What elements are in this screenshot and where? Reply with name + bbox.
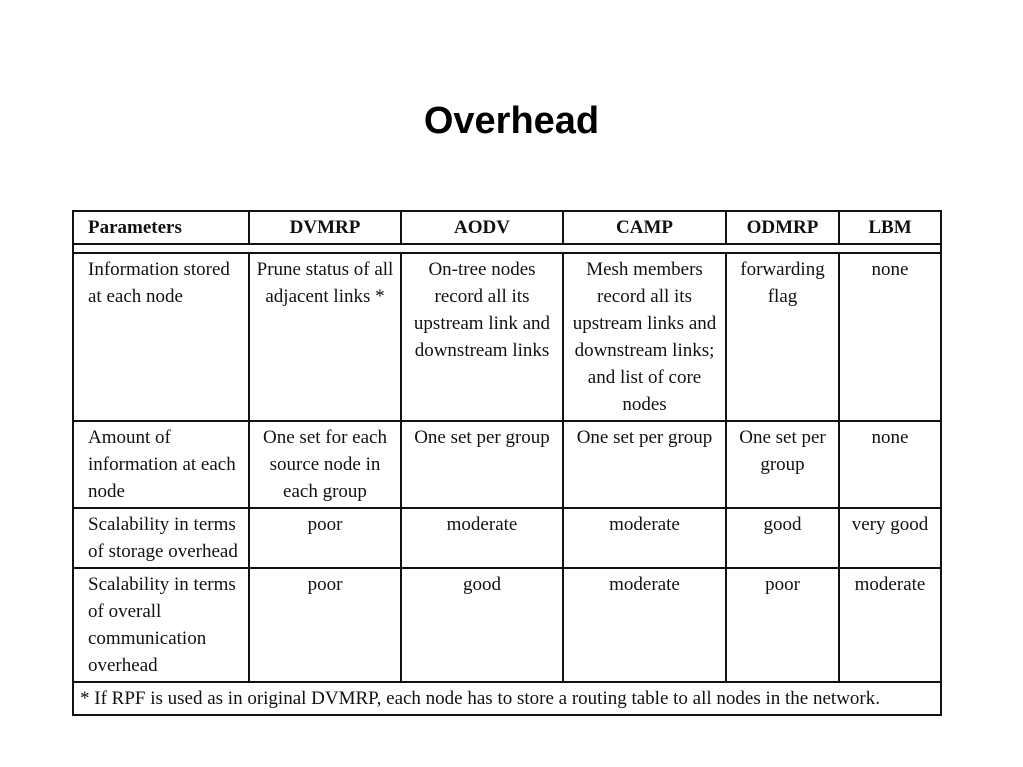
row-label-information-stored: Information stored at each node [73,253,249,421]
cell-aodv: On-tree nodes record all its upstream link and downstream links [401,253,563,421]
cell-dvmrp: poor [249,568,401,682]
cell-lbm: moderate [839,568,941,682]
cell-camp: moderate [563,508,726,568]
table-row [73,568,941,682]
cell-dvmrp: One set for each source node in each group [249,421,401,508]
cell-dvmrp: poor [249,508,401,568]
cell-odmrp: forwarding flag [726,253,839,421]
header-odmrp: ODMRP [726,211,839,244]
header-aodv: AODV [401,211,563,244]
table-row [73,508,941,568]
cell-lbm: none [839,421,941,508]
header-dvmrp: DVMRP [249,211,401,244]
header-row [73,211,941,244]
row-label-amount-of-information: Amount of information at each node [73,421,249,508]
cell-lbm: none [839,253,941,421]
header-gap [73,244,941,253]
row-label-storage-scalability: Scalability in terms of storage overhead [73,508,249,568]
table-row [73,421,941,508]
footnote-row [73,682,941,715]
cell-camp: One set per group [563,421,726,508]
cell-aodv: good [401,568,563,682]
header-parameters: Parameters [73,211,249,244]
header-camp: CAMP [563,211,726,244]
header-lbm: LBM [839,211,941,244]
cell-dvmrp: Prune status of all adjacent links * [249,253,401,421]
cell-odmrp: One set per group [726,421,839,508]
cell-aodv: moderate [401,508,563,568]
row-label-communication-scalability: Scalability in terms of overall communication overhead [73,568,249,682]
overhead-table [72,210,940,716]
cell-camp: moderate [563,568,726,682]
cell-lbm: very good [839,508,941,568]
slide-title: Overhead [423,100,600,142]
table-row [73,253,941,421]
cell-odmrp: good [726,508,839,568]
comparison-table [72,210,942,716]
gap-cell [73,244,941,253]
cell-aodv: One set per group [401,421,563,508]
cell-odmrp: poor [726,568,839,682]
cell-camp: Mesh members record all its upstream links and downstream links; and list of core nodes [563,253,726,421]
footnote: * If RPF is used as in original DVMRP, each node has to store a routing table to all nodes in the network. [73,682,941,715]
